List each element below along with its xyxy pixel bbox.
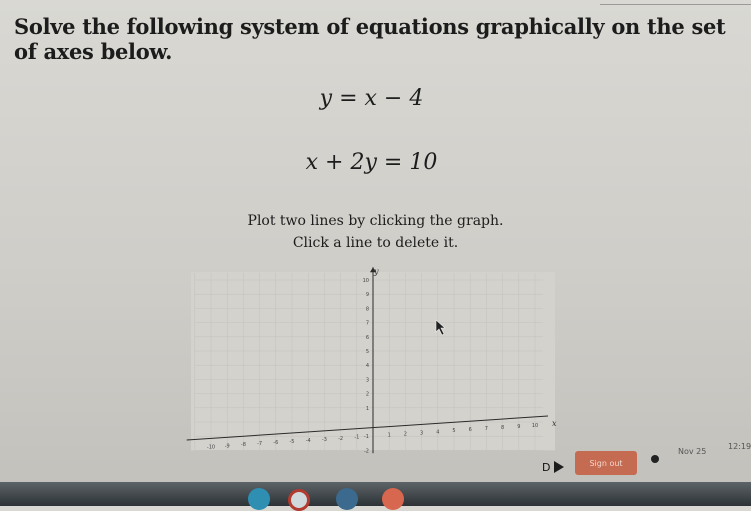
- x-tick-label: -7: [257, 441, 263, 448]
- app-shortcut-icon[interactable]: [382, 488, 404, 510]
- y-axis-label: y: [374, 267, 379, 276]
- x-tick-label: -5: [289, 439, 295, 446]
- top-divider: [600, 4, 751, 5]
- y-tick-label: 3: [365, 377, 369, 384]
- x-tick-label: -9: [224, 443, 230, 450]
- x-axis-label: x: [552, 419, 557, 428]
- x-tick-label: -2: [338, 435, 344, 442]
- x-tick-label: -8: [240, 442, 246, 449]
- date-text: Nov 25: [678, 447, 707, 456]
- equation-2: x + 2y = 10: [305, 150, 438, 175]
- y-tick-label: 8: [365, 306, 369, 313]
- equation-1: y = x − 4: [319, 86, 424, 111]
- graph-area[interactable]: [170, 262, 570, 506]
- next-arrow-button[interactable]: [540, 457, 570, 477]
- instruction-plot: Plot two lines by clicking the graph.: [247, 213, 504, 229]
- status-dot-icon: [651, 455, 659, 463]
- y-tick-label: 4: [365, 363, 369, 370]
- sign-out-button[interactable]: Sign out: [575, 451, 637, 475]
- instruction-delete: Click a line to delete it.: [292, 235, 459, 251]
- x-tick-label: 7: [484, 426, 488, 433]
- x-tick-label: 2: [403, 431, 407, 438]
- y-tick-label: 7: [365, 320, 369, 327]
- x-tick-label: 5: [452, 428, 456, 435]
- arrow-icon: [542, 459, 568, 475]
- x-tick-label: 8: [501, 425, 505, 432]
- y-tick-label: 10: [362, 278, 369, 284]
- x-tick-label: -4: [305, 437, 311, 444]
- x-tick-label: 10: [531, 422, 539, 429]
- svg-text:D: D: [542, 461, 551, 474]
- taskbar-shelf: [0, 482, 751, 506]
- x-tick-label: 6: [468, 427, 472, 434]
- x-tick-label: -3: [321, 436, 327, 443]
- y-tick-label: 1: [365, 405, 369, 412]
- time-text: 12:19: [728, 442, 751, 451]
- app-launcher-icon[interactable]: [248, 488, 270, 510]
- x-tick-label: 4: [436, 429, 440, 436]
- chrome-browser-icon[interactable]: [288, 489, 310, 511]
- y-tick-label: 6: [365, 334, 369, 341]
- coordinate-plane[interactable]: [170, 262, 570, 506]
- x-tick-label: 3: [420, 430, 424, 437]
- x-tick-label: -1: [354, 434, 360, 441]
- x-tick-label: -10: [206, 444, 216, 451]
- y-tick-label: 9: [365, 292, 369, 299]
- y-tick-label: 5: [365, 349, 369, 355]
- files-app-icon[interactable]: [336, 488, 358, 510]
- y-tick-label: -2: [364, 448, 369, 455]
- x-tick-label: 1: [387, 432, 391, 439]
- y-tick-label: 2: [365, 391, 369, 398]
- x-tick-label: -6: [273, 440, 279, 447]
- x-tick-label: 9: [517, 423, 521, 430]
- y-tick-label: -1: [364, 434, 369, 441]
- question-title: Solve the following system of equations graphically on the set of axes below.: [14, 14, 726, 64]
